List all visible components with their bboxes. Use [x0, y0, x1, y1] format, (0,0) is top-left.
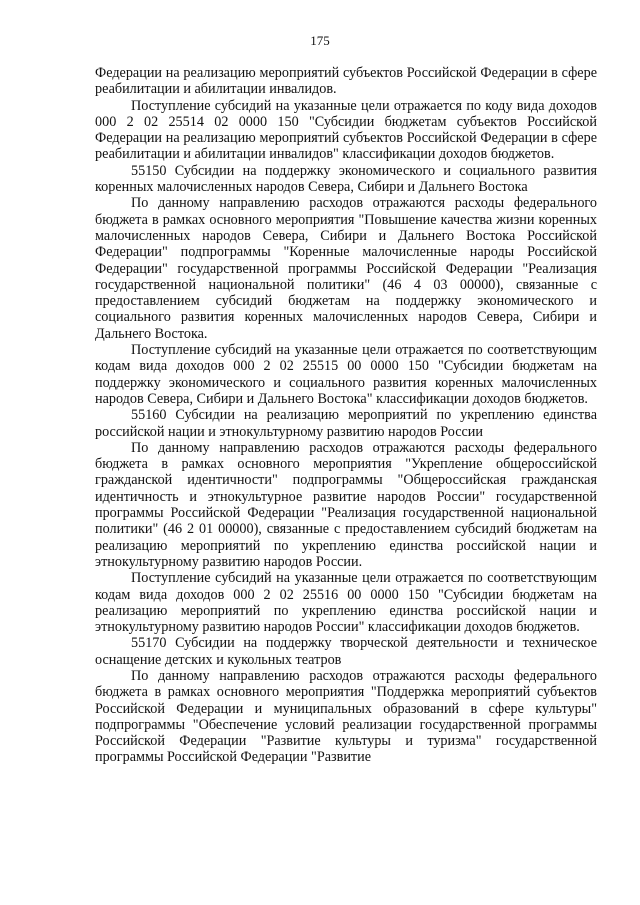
paragraph: Поступление субсидий на указанные цели отражается по соответствующим кодам вида доходов 000 2 02 25515 00 0000 150 "Субсидии бюджетам на поддержку экономического и социального развития коренных малочисленных народов Севера, Сибири и Дальнего Востока" классификации доходов бюджетов.: [95, 342, 597, 407]
paragraph: Федерации на реализацию мероприятий субъектов Российской Федерации в сфере реабилитации и абилитации инвалидов.: [95, 65, 597, 98]
document-body: [95, 65, 597, 766]
paragraph: По данному направлению расходов отражаются расходы федерального бюджета в рамках основного мероприятия "Поддержка мероприятий субъектов Российской Федерации и муниципальных образований в сфере культуры" подпрограммы "Обеспечение условий реализации государственной программы Российской Федерации "Развитие культуры и туризма" государственной программы Российской Федерации "Развитие: [95, 667, 597, 766]
section-heading: 55160 Субсидии на реализацию мероприятий по укреплению единства российской нации и этнокультурному развитию народов России: [95, 407, 597, 440]
paragraph: По данному направлению расходов отражаются расходы федерального бюджета в рамках основного мероприятия "Укрепление общероссийской гражданской идентичности" подпрограммы "Общероссийская гражданская идентичность и этнокультурное развитие народов России" государственной программы Российской Федерации "Реализация государственной национальной политики" (46 2 01 00000), связанные с предоставлением субсидий бюджетам на реализацию мероприятий по укреплению единства российской нации и этнокультурному развитию народов России.: [95, 439, 597, 570]
section-heading: 55150 Субсидии на поддержку экономического и социального развития коренных малочисленных народов Севера, Сибири и Дальнего Востока: [95, 162, 597, 196]
section-heading: 55170 Субсидии на поддержку творческой деятельности и техническое оснащение детских и кукольных театров: [95, 635, 597, 668]
paragraph: По данному направлению расходов отражаются расходы федерального бюджета в рамках основного мероприятия "Повышение качества жизни коренных малочисленных народов Севера, Сибири и Дальнего Востока Российской Федерации" подпрограммы "Коренные малочисленные народы Российской Федерации" государственной программы Российской Федерации "Реализация государственной национальной политики" (46 4 03 00000), связанные с предоставлением субсидий бюджетам на поддержку экономического и социального развития коренных малочисленных народов Севера, Сибири и Дальнего Востока.: [95, 195, 597, 342]
paragraph: Поступление субсидий на указанные цели отражается по соответствующим кодам вида доходов 000 2 02 25516 00 0000 150 "Субсидии бюджетам на реализацию мероприятий по укреплению единства российской нации и этнокультурному развитию народов России" классификации доходов бюджетов.: [95, 570, 597, 636]
paragraph: Поступление субсидий на указанные цели отражается по коду вида доходов 000 2 02 25514 02 0000 150 "Субсидии бюджетам субъектов Российской Федерации на реализацию мероприятий субъектов Российской Федерации в сфере реабилитации и абилитации инвалидов" классификации доходов бюджетов.: [95, 97, 597, 163]
page-number: 175: [310, 33, 330, 48]
